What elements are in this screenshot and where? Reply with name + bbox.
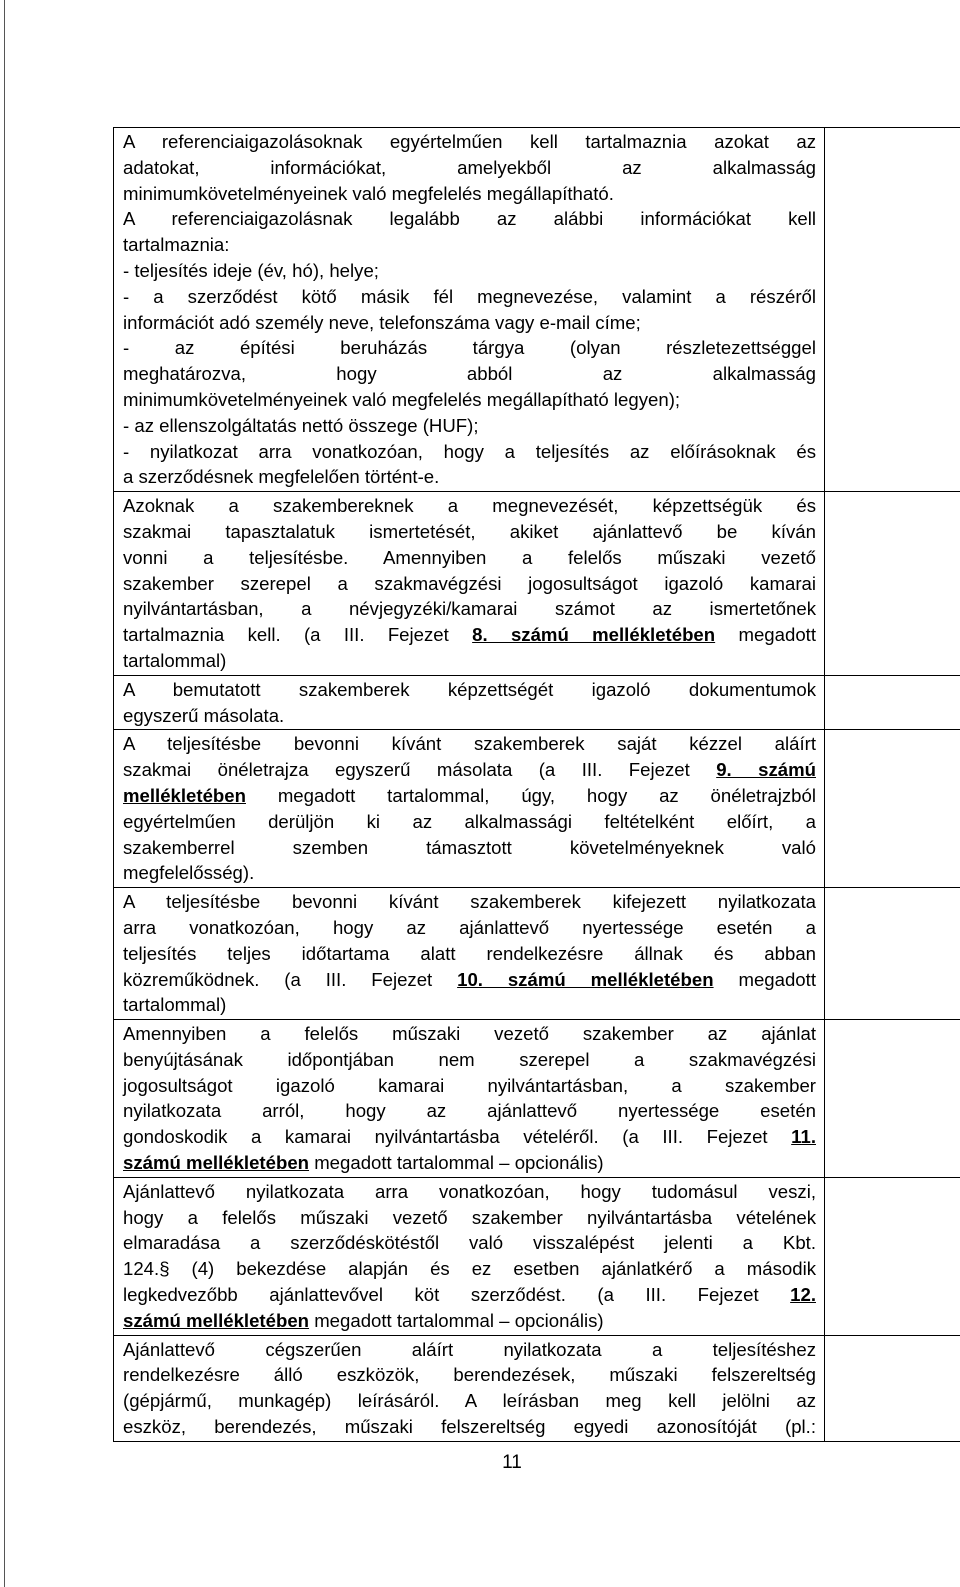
requirement-cell <box>114 1020 825 1178</box>
annex-reference: 10. számú mellékletében <box>457 968 714 990</box>
table-row <box>114 1335 960 1441</box>
annex-reference: számú mellékletében <box>123 1309 310 1331</box>
table-row <box>114 888 960 1020</box>
annex-reference: 11. <box>791 1126 816 1148</box>
text-line: tartalmaznia: <box>123 234 230 256</box>
table-row <box>114 1020 960 1178</box>
text-line: - teljesítés ideje (év, hó), helye; <box>123 259 379 281</box>
requirement-cell <box>114 492 825 676</box>
requirement-text <box>123 1337 816 1440</box>
requirements-table <box>113 127 960 1442</box>
requirement-text <box>123 677 816 729</box>
text-line: egyszerű másolata. <box>123 704 285 726</box>
text-line: egyértelműen derüljön ki az alkalmassági feltételként előírt, a <box>123 810 816 832</box>
text-line: Ajánlattevő nyilatkozata arra vonatkozóan, hogy tudomásul veszi, <box>123 1180 816 1202</box>
text-line: szakmai önéletrajza egyszerű másolata (a III. Fejezet 9. számú <box>123 759 816 781</box>
table-row <box>114 675 960 730</box>
text-line: mellékletében megadott tartalommal, úgy, hogy az önéletrajzból <box>123 784 816 806</box>
empty-cell <box>825 128 960 492</box>
requirement-text <box>123 889 816 1018</box>
text-line: számú mellékletében megadott tartalommal – opcionális) <box>123 1309 604 1331</box>
text-line: A teljesítésbe bevonni kívánt szakemberek kifejezett nyilatkozata <box>123 891 816 913</box>
requirement-cell <box>114 730 825 888</box>
requirement-text <box>123 731 816 886</box>
text-line: A referenciaigazolásoknak egyértelműen kell tartalmaznia azokat az <box>123 131 816 152</box>
text-line: hogy a felelős műszaki vezető szakember nyilvántartásba vételének <box>123 1206 816 1228</box>
requirement-cell <box>114 1335 825 1441</box>
empty-cell <box>825 888 960 1020</box>
requirement-text <box>123 129 816 490</box>
text-line: - nyilatkozat arra vonatkozóan, hogy a teljesítés az előírásoknak és <box>123 440 816 462</box>
text-line: - az ellenszolgáltatás nettó összege (HUF); <box>123 414 479 436</box>
text-line: - a szerződést kötő másik fél megnevezése, valamint a részéről <box>123 285 816 307</box>
text-line: arra vonatkozóan, hogy az ajánlattevő nyertessége esetén a <box>123 916 816 938</box>
empty-cell <box>825 492 960 676</box>
text-line: elmaradása a szerződéskötéstől való visszalépést jelenti a Kbt. <box>123 1232 816 1254</box>
text-line: megfelelősség). <box>123 862 255 884</box>
annex-reference: számú mellékletében <box>123 1152 310 1174</box>
text-line: adatokat, információkat, amelyekből az alkalmasság <box>123 156 816 178</box>
requirement-text <box>123 493 816 674</box>
text-line: Amennyiben a felelős műszaki vezető szakember az ajánlat <box>123 1023 816 1045</box>
page-number: 11 <box>502 1452 522 1473</box>
text-line: - az építési beruházás tárgya (olyan részletezettséggel <box>123 337 816 359</box>
annex-reference: 12. <box>790 1284 816 1306</box>
requirement-cell <box>114 675 825 730</box>
text-line: szakember szerepel a szakmavégzési jogosultságot igazoló kamarai <box>123 572 816 594</box>
text-line: a szerződésnek megfelelően történt-e. <box>123 466 440 488</box>
text-line: eszköz, berendezés, műszaki felszereltség egyedi azonosítóját (pl.: <box>123 1416 816 1438</box>
text-line: szakemberrel szemben támasztott követelményeknek való <box>123 836 816 858</box>
empty-cell <box>825 675 960 730</box>
text-line: gondoskodik a kamarai nyilvántartásba vételéről. (a III. Fejezet 11. <box>123 1126 816 1148</box>
text-line: jogosultságot igazoló kamarai nyilvántartásban, a szakember <box>123 1074 816 1096</box>
table-row <box>114 128 960 492</box>
annex-reference: 9. számú <box>716 759 816 781</box>
text-line: 124.§ (4) bekezdése alapján és ez esetben ajánlatkérő a második <box>123 1258 816 1280</box>
requirement-cell <box>114 128 825 492</box>
text-line: információt adó személy neve, telefonszáma vagy e-mail címe; <box>123 311 641 333</box>
text-line: nyilatkozata arról, hogy az ajánlattevő nyertessége esetén <box>123 1100 816 1122</box>
text-line: minimumkövetelményeinek való megfelelés megállapítható. <box>123 182 614 204</box>
text-line: tartalommal) <box>123 994 227 1016</box>
text-line: (gépjármű, munkagép) leírásáról. A leírásban meg kell jelölni az <box>123 1390 816 1412</box>
text-line: tartalmaznia kell. (a III. Fejezet 8. számú mellékletében megadott <box>123 624 816 646</box>
text-line: nyilvántartásban, a névjegyzéki/kamarai számot az ismertetőnek <box>123 598 816 620</box>
text-line: meghatározva, hogy abból az alkalmasság <box>123 363 816 385</box>
text-line: Azoknak a szakembereknek a megnevezését, képzettségük és <box>123 495 816 517</box>
text-line: benyújtásának időpontjában nem szerepel a szakmavégzési <box>123 1048 816 1070</box>
annex-reference: mellékletében <box>123 784 246 806</box>
table-row <box>114 492 960 676</box>
text-line: szakmai tapasztalatuk ismertetését, akiket ajánlattevő be kíván <box>123 520 816 542</box>
text-line: közreműködnek. (a III. Fejezet 10. számú mellékletében megadott <box>123 968 816 990</box>
text-line: rendelkezésre álló eszközök, berendezések, műszaki felszereltség <box>123 1364 816 1386</box>
text-line: A referenciaigazolásnak legalább az alábbi információkat kell <box>123 208 816 230</box>
requirement-text <box>123 1021 816 1176</box>
requirement-text <box>123 1179 816 1334</box>
text-line: A teljesítésbe bevonni kívánt szakemberek saját kézzel aláírt <box>123 733 816 755</box>
text-line: minimumkövetelményeinek való megfelelés megállapítható legyen); <box>123 388 681 410</box>
requirement-cell <box>114 1177 825 1335</box>
table-row <box>114 1177 960 1335</box>
text-line: A bemutatott szakemberek képzettségét igazoló dokumentumok <box>123 678 816 700</box>
empty-cell <box>825 730 960 888</box>
requirement-cell <box>114 888 825 1020</box>
page-left-border <box>4 0 5 1587</box>
text-line: vonni a teljesítésbe. Amennyiben a felelős műszaki vezető <box>123 546 816 568</box>
text-line: tartalommal) <box>123 649 227 671</box>
text-line: legkedvezőbb ajánlattevővel köt szerződést. (a III. Fejezet 12. <box>123 1284 816 1306</box>
text-line: teljesítés teljes időtartama alatt rendelkezésre állnak és abban <box>123 942 816 964</box>
text-line: számú mellékletében megadott tartalommal – opcionális) <box>123 1152 604 1174</box>
empty-cell <box>825 1020 960 1178</box>
empty-cell <box>825 1335 960 1441</box>
empty-cell <box>825 1177 960 1335</box>
table-row <box>114 730 960 888</box>
text-line: Ajánlattevő cégszerűen aláírt nyilatkozata a teljesítéshez <box>123 1338 816 1360</box>
annex-reference: 8. számú mellékletében <box>472 624 716 646</box>
